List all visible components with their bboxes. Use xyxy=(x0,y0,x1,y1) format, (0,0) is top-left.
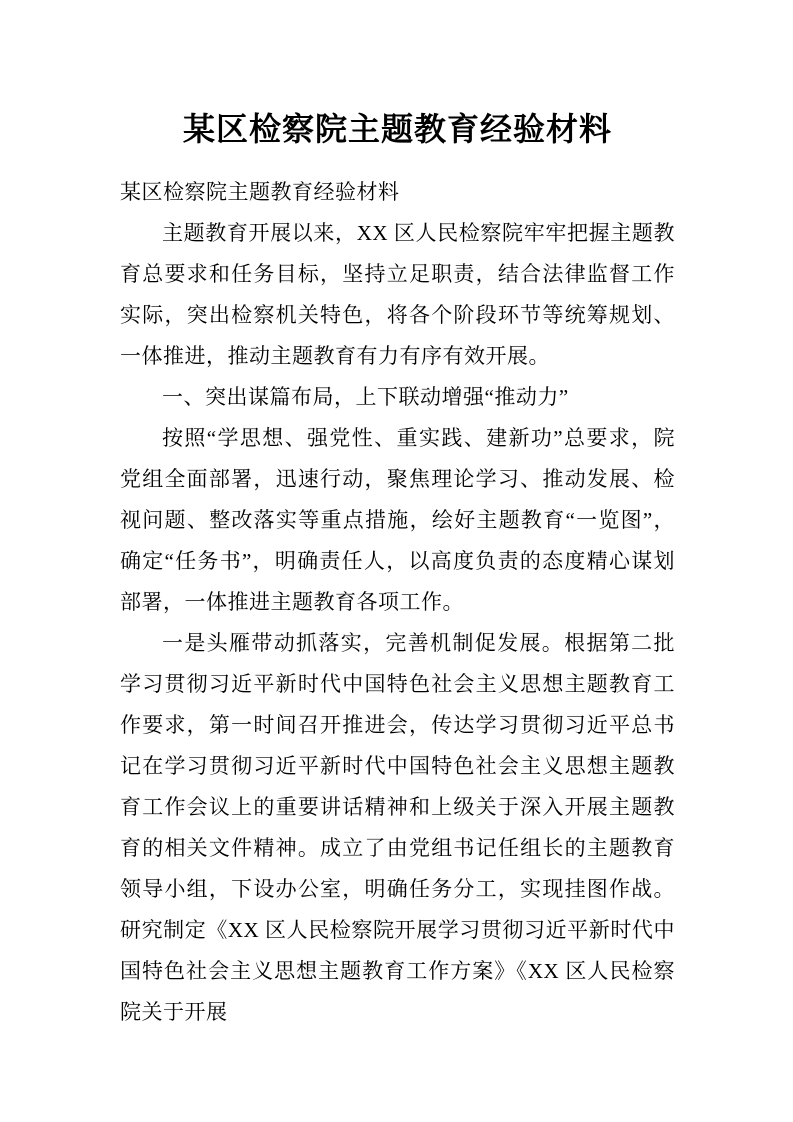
paragraph-title-line: 某区检察院主题教育经验材料 xyxy=(120,180,400,204)
document-title: 某区检察院主题教育经验材料 xyxy=(182,111,612,147)
paragraph-section-1-overview: 按照“学思想、强党性、重实践、建新功”总要求，院党组全面部署，迅速行动，聚焦理论学习、推动发展、检视问题、整改落实等重点措施，绘好主题教育“一览图”，确定“任务书”，明确责任人，以高度负责的态度精心谋划部署，一体推进主题教育各项工作。 xyxy=(120,426,675,614)
paragraph-section-1-point-1: 一是头雁带动抓落实，完善机制促发展。根据第二批学习贯彻习近平新时代中国特色社会主义思想主题教育工作要求，第一时间召开推进会，传达学习贯彻习近平总书记在学习贯彻习近平新时代中国特色社会主义思想主题教育工作会议上的重要讲话精神和上级关于深入开展主题教育的相关文件精神。成立了由党组书记任组长的主题教育领导小组，下设办公室，明确任务分工，实现挂图作战。研究制定《XX 区人民检察院开展学习贯彻习近平新时代中国特色社会主义思想主题教育工作方案》《XX 区人民检察院关于开展 xyxy=(120,631,675,1024)
paragraph-intro: 主题教育开展以来，XX 区人民检察院牢牢把握主题教育总要求和任务目标，坚持立足职责，结合法律监督工作实际，突出检察机关特色，将各个阶段环节等统筹规划、一体推进，推动主题教育有力有序有效开展。 xyxy=(120,221,675,368)
section-heading-1: 一、突出谋篇布局，上下联动增强“推动力” xyxy=(162,385,569,409)
